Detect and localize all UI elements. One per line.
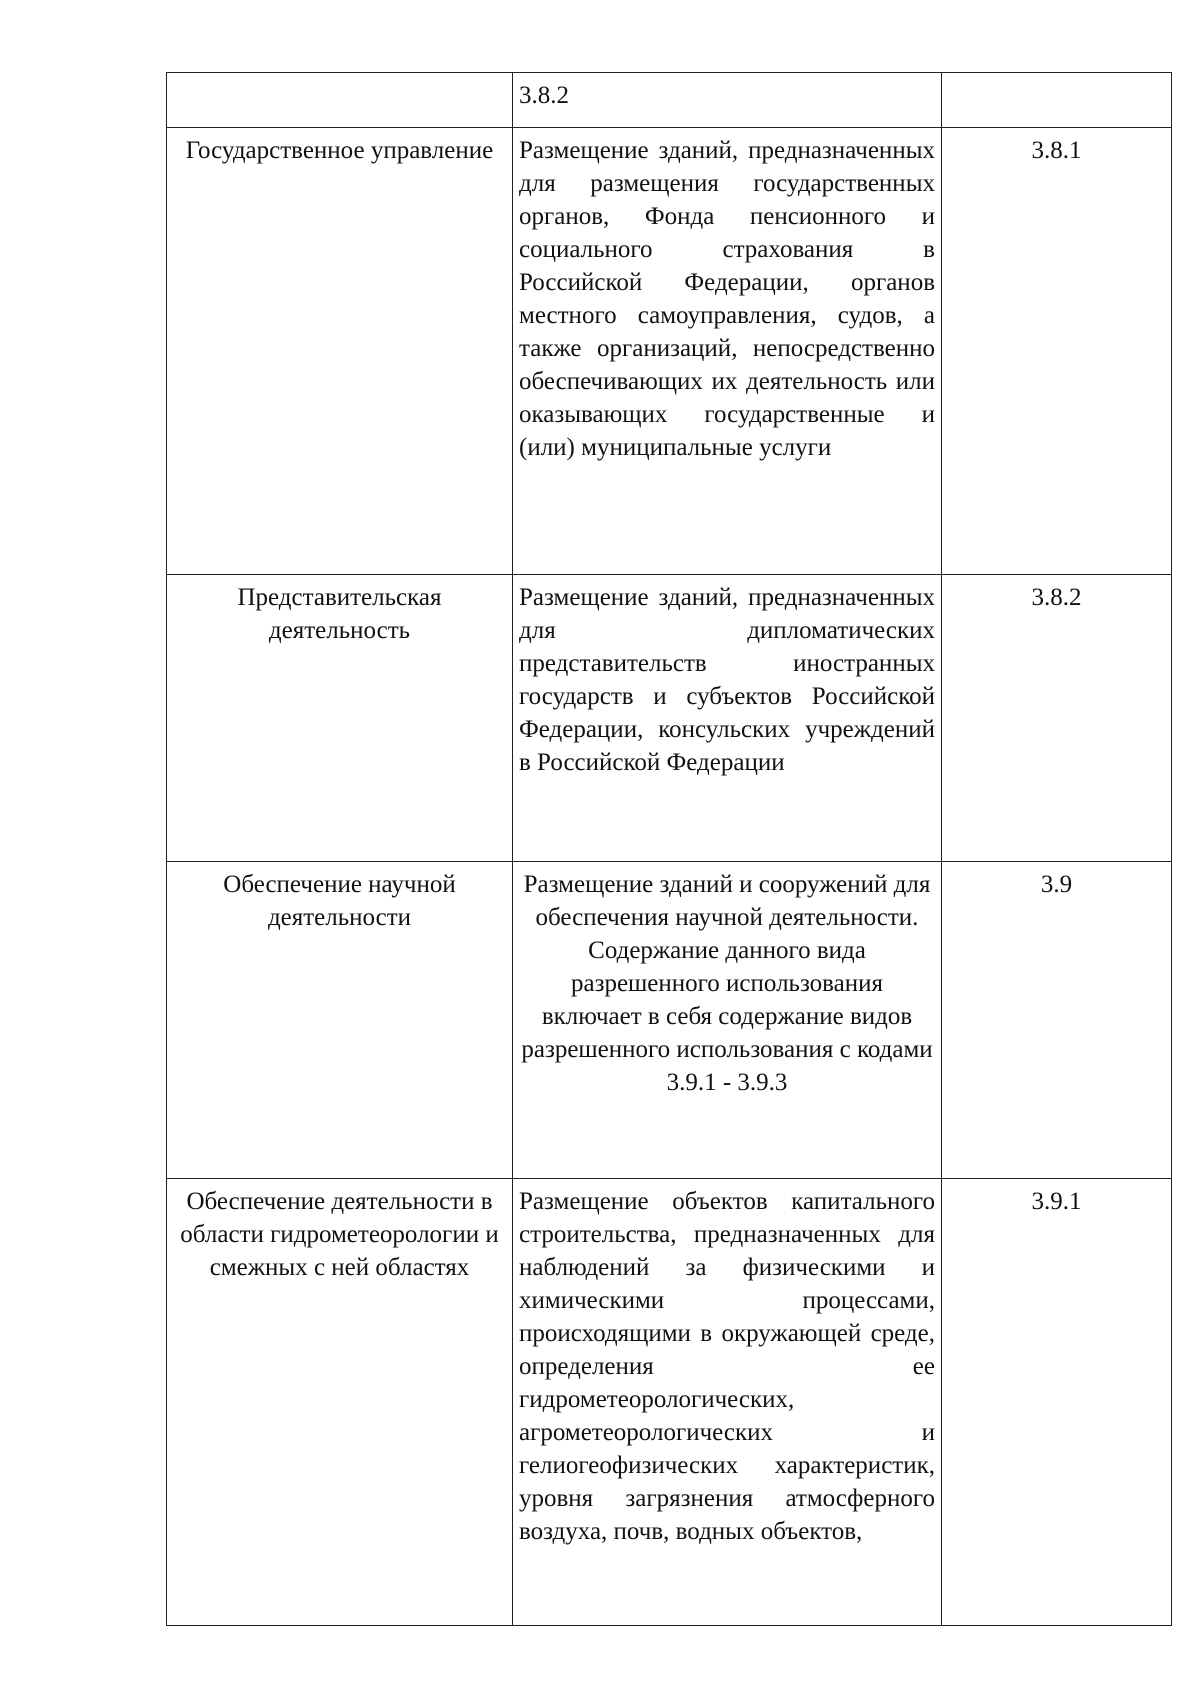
use-code-cell: 3.9.1 [942,1179,1172,1626]
use-code-cell: 3.9 [942,862,1172,1179]
use-description-cell: 3.8.2 [513,73,942,128]
table-row [167,1179,1172,1626]
use-description-cell: Размещение объектов капитального строительства, предназначенных для наблюдений за физическими и химическими процессами, происходящими в окружающей среде, определения ее гидрометеорологических, агрометеорологических и гелиогеофизических характеристик, уровня загрязнения атмосферного воздуха, почв, водных объектов, [513,1179,942,1626]
use-name-cell: Представительская деятельность [167,575,513,862]
table-row [167,73,1172,128]
use-description-cell: Размещение зданий и сооружений для обеспечения научной деятельности. Содержание данного вида разрешенного использования включает в себя содержание видов разрешенного использования с кодами 3.9.1 - 3.9.3 [513,862,942,1179]
use-code-cell: 3.8.2 [942,575,1172,862]
use-name-cell: Обеспечение научной деятельности [167,862,513,1179]
land-use-table [166,72,1172,1626]
use-name-cell [167,73,513,128]
table-row [167,575,1172,862]
use-name-cell: Государственное управление [167,128,513,575]
use-description-cell: Размещение зданий, предназначенных для размещения государственных органов, Фонда пенсионного и социального страхования в Российской Федерации, органов местного самоуправления, судов, а также организаций, непосредственно обеспечивающих их деятельность или оказывающих государственные и (или) муниципальные услуги [513,128,942,575]
use-name-cell: Обеспечение деятельности в области гидрометеорологии и смежных с ней областях [167,1179,513,1626]
use-code-cell: 3.8.1 [942,128,1172,575]
use-code-cell [942,73,1172,128]
use-description-cell: Размещение зданий, предназначенных для дипломатических представительств иностранных государств и субъектов Российской Федерации, консульских учреждений в Российской Федерации [513,575,942,862]
table-row [167,128,1172,575]
table-row [167,862,1172,1179]
